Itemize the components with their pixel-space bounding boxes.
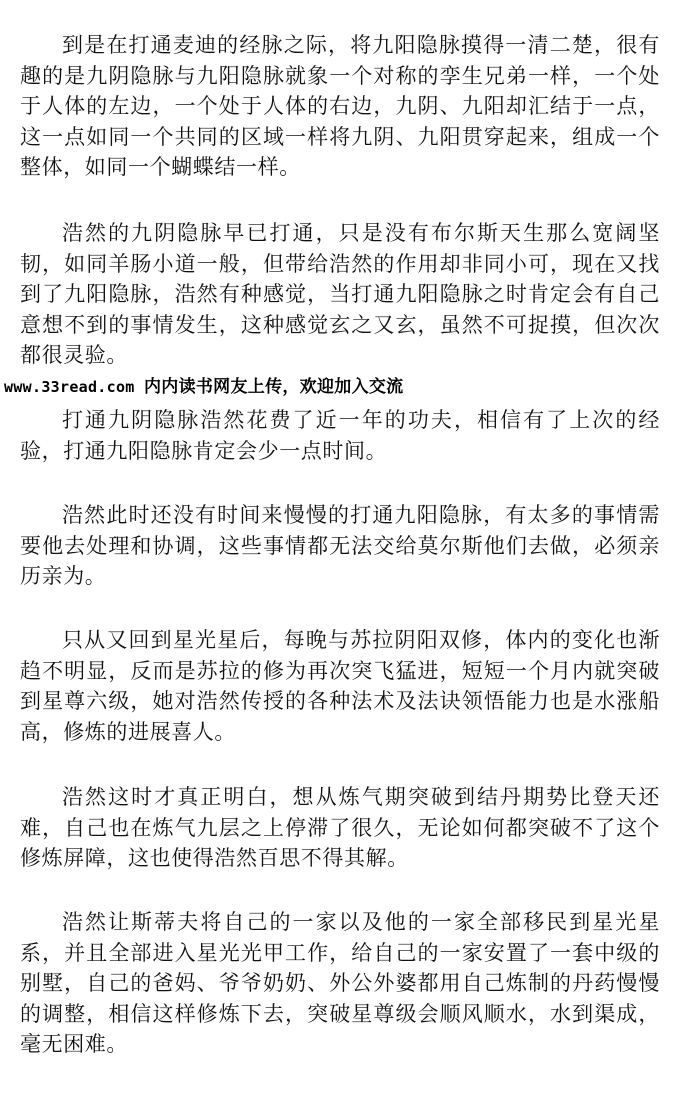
watermark-banner (4, 372, 403, 397)
paragraph-4: 浩然此时还没有时间来慢慢的打通九阳隐脉，有太多的事情需要他去处理和协调，这些事情都无法交给莫尔斯他们去做，必须亲历亲为。 (20, 503, 660, 588)
paragraph-5: 只从又回到星光星后，每晚与苏拉阴阳双修，体内的变化也渐趋不明显，反而是苏拉的修为再次突飞猛进，短短一个月内就突破到星尊六级，她对浩然传授的各种法术及法诀领悟能力也是水涨船高，修炼的进展喜人。 (20, 628, 660, 744)
paragraph-7: 浩然让斯蒂夫将自己的一家以及他的一家全部移民到星光星系，并且全部进入星光光甲工作，给自己的一家安置了一套中级的别墅，自己的爸妈、爷爷奶奶、外公外婆都用自己炼制的丹药慢慢的调整，相信这样修炼下去，突破星尊级会顺风顺水，水到渠成，毫无困难。 (20, 910, 660, 1056)
watermark-url: www.33read.com (4, 378, 135, 396)
paragraph-2: 浩然的九阴隐脉早已打通，只是没有布尔斯天生那么宽阔坚韧，如同羊肠小道一般，但带给浩然的作用却非同小可，现在又找到了九阳隐脉，浩然有种感觉，当打通九阳隐脉之时肯定会有自己意想不到的事情发生，这种感觉玄之又玄，虽然不可捉摸，但次次都很灵验。 (20, 221, 660, 367)
paragraph-6: 浩然这时才真正明白，想从炼气期突破到结丹期势比登天还难，自己也在炼气九层之上停滞了很久，无论如何都突破不了这个修炼屏障，这也使得浩然百思不得其解。 (20, 785, 660, 870)
paragraph-1: 到是在打通麦迪的经脉之际，将九阳隐脉摸得一清二楚，很有趣的是九阴隐脉与九阳隐脉就象一个对称的孪生兄弟一样，一个处于人体的左边，一个处于人体的右边，九阴、九阳却汇结于一点，这一点如同一个共同的区域一样将九阴、九阳贯穿起来，组成一个整体，如同一个蝴蝶结一样。 (20, 33, 660, 179)
paragraph-3: 打通九阴隐脉浩然花费了近一年的功夫，相信有了上次的经验，打通九阳隐脉肯定会少一点时间。 (20, 408, 660, 463)
watermark-text: 内内读书网友上传，欢迎加入交流 (143, 377, 404, 397)
